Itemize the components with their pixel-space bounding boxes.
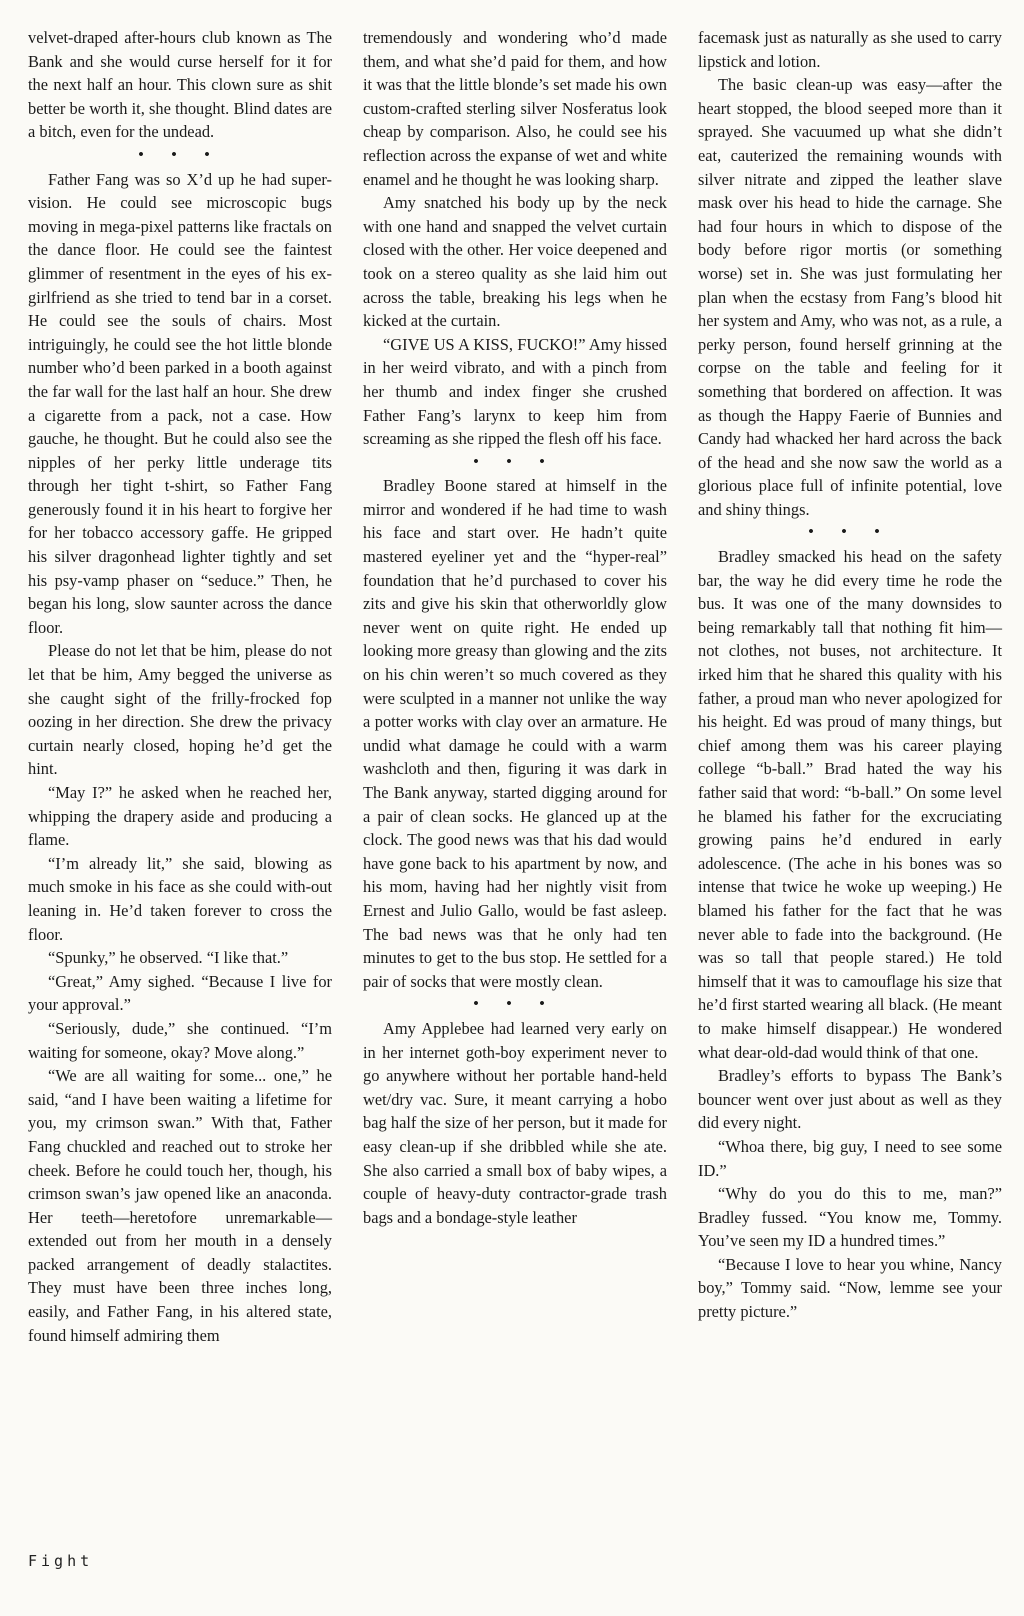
- paragraph: The basic clean-up was easy—after the heart stopped, the blood seeped more than it sprayed. She vacuumed up what she didn’t eat, cauterized the remaining wounds with silver nitrate and zipped the leather slave mask over his head to hide the carnage. She had four hours in which to dispose of the body before rigor mortis (or something worse) set in. She was just formulating her plan when the ecstasy from Fang’s blood hit her system and Amy, who was not, as a rule, a perky person, found herself grinning at the corpse on the table and feeling for it something that bordered on affection. It was as though the Happy Faerie of Bunnies and Candy had whacked her hard across the back of the head and she now saw the world as a glorious place full of infinite potential, love and shiny things.: [698, 75, 1002, 519]
- page-folio: Fight: [28, 1552, 94, 1570]
- paragraph: “We are all waiting for some... one,” he said, “and I have been waiting a lifetime for you, my crimson swan.” With that, Father Fang chuckled and reached out to stroke her cheek. Before he could touch her, though, his crimson swan’s jaw opened like an anaconda. Her teeth—heretofore unremarkable—extended out from her mouth in a densely packed arrangement of deadly stalactites. They must have been three inches long, easily, and Father Fang, in his altered state, found himself admiring them: [28, 1066, 332, 1345]
- section-break: • • •: [138, 146, 222, 163]
- paragraph: “Because I love to hear you whine, Nancy boy,” Tommy said. “Now, lemme see your pretty picture.”: [698, 1254, 1002, 1322]
- section-break: • • •: [473, 996, 557, 1013]
- section-break: • • •: [808, 524, 892, 541]
- paragraph: “Why do you do this to me, man?” Bradley fussed. “You know me, Tommy. You’ve seen my ID a hundred times.”: [698, 1184, 1002, 1251]
- paragraph: Please do not let that be him, please do not let that be him, Amy begged the universe as she caught sight of the frilly-frocked fop oozing in her direction. She drew the privacy curtain nearly closed, hoping he’d get the hint.: [28, 641, 332, 779]
- column-3: [698, 26, 1002, 1324]
- paragraph: “Whoa there, big guy, I need to see some ID.”: [698, 1136, 1002, 1180]
- paragraph: Bradley Boone stared at himself in the mirror and wondered if he had time to wash his face and start over. He hadn’t quite mastered eyeliner yet and the “hyper-real” foundation that he’d purchased to cover his zits and give his skin that otherworldly glow never went on quite right. He ended up looking more greasy than glowing and the zits on his chin weren’t so much covered as they were sculpted in a manner not unlike the way a potter works with clay over an armature. He undid what damage he could with a warm washcloth and then, figuring it was dark in The Bank anyway, started digging around for a pair of clean socks. He glanced up at the clock. The good news was that his dad would have gone back to his apartment by now, and his mom, having had her nightly visit from Ernest and Julio Gallo, would be fast asleep. The bad news was that he only had ten minutes to get to the bus stop. He settled for a pair of socks that were mostly clean.: [363, 476, 667, 991]
- paragraph: “GIVE US A KISS, FUCKO!” Amy hissed in her weird vibrato, and with a pinch from her thumb and index finger she crushed Father Fang’s larynx to keep him from screaming as she ripped the flesh off his face.: [363, 334, 667, 449]
- paragraph: “Spunky,” he observed. “I like that.”: [48, 948, 289, 968]
- paragraph: “Great,” Amy sighed. “Because I live for your approval.”: [28, 971, 332, 1015]
- paragraph: tremendously and wondering who’d made them, and what she’d paid for them, and how it was that the little blonde’s set made his own custom-crafted sterling silver Nosferatus look cheap by comparison. Also, he could see his reflection across the expanse of wet and white enamel and he thought he was looking sharp.: [363, 28, 667, 189]
- column-1: [28, 26, 332, 1347]
- paragraph: Amy snatched his body up by the neck with one hand and snapped the velvet curtain closed with the other. Her voice deepened and took on a stereo quality as she laid him out across the table, breaking his legs when he kicked at the curtain.: [363, 193, 667, 331]
- paragraph: “I’m already lit,” she said, blowing as much smoke in his face as she could with-out leaning in. He’d taken forever to cross the floor.: [28, 853, 332, 944]
- section-break: • • •: [473, 453, 557, 470]
- paragraph: Bradley’s efforts to bypass The Bank’s bouncer went over just about as well as they did every night.: [698, 1066, 1002, 1133]
- paragraph: facemask just as naturally as she used to carry lipstick and lotion.: [698, 28, 1002, 71]
- column-2: [363, 26, 667, 1229]
- paragraph: velvet-draped after-hours club known as The Bank and she would curse herself for it for the next half an hour. This clown sure as shit better be worth it, she thought. Blind dates are a bitch, even for the undead.: [28, 28, 332, 142]
- paragraph: Amy Applebee had learned very early on in her internet goth-boy experiment never to go anywhere without her portable hand-held wet/dry vac. Sure, it meant carrying a hobo bag half the size of her person, but it made for easy clean-up if she dribbled while she ate. She also carried a small box of baby wipes, a couple of heavy-duty contractor-grade trash bags and a bondage-style leather: [363, 1018, 667, 1227]
- paragraph: “Seriously, dude,” she continued. “I’m waiting for someone, okay? Move along.”: [28, 1018, 332, 1062]
- paragraph: Father Fang was so X’d up he had super-vision. He could see microscopic bugs moving in mega-pixel patterns like fractals on the dance floor. He could see the faintest glimmer of resentment in the eyes of his ex-girlfriend as she tried to tend bar in a corset. He could see the souls of chairs. Most intriguingly, he could see the hot little blonde number who’d been parked in a booth against the far wall for the last half an hour. She drew a cigarette from a pack, not a case. How gauche, he thought. But he could also see the nipples of her perky little underage tits through her tight t-shirt, so Father Fang generously found it in his heart to forgive her for her tobacco accessory gaffe. He gripped his silver dragonhead lighter tightly and set his psy-vamp phaser on “seduce.” Then, he began his long, slow saunter across the dance floor.: [28, 169, 332, 637]
- paragraph: “May I?” he asked when he reached her, whipping the drapery aside and producing a flame.: [28, 783, 332, 850]
- paragraph: Bradley smacked his head on the safety bar, the way he did every time he rode the bus. It was one of the many downsides to being remarkably tall that nothing fit him—not clothes, not buses, not architecture. It irked him that he shared this quality with his father, a proud man who never apologized for his height. Ed was proud of many things, but chief among them was his career playing college “b-ball.” Brad hated the way his father said that word: “b-ball.” On some level he blamed his father for the excruciating growing pains he’d endured in early adolescence. (The ache in his bones was so intense that twice he woke up weeping.) He blamed his father for the fact that he was never able to fade into the background. (He was so tall that people stared.) He told himself that it was to camouflage his size that he’d first started wearing all black. (He meant to make himself disappear.) He wondered what dear-old-dad would think of that one.: [698, 547, 1002, 1062]
